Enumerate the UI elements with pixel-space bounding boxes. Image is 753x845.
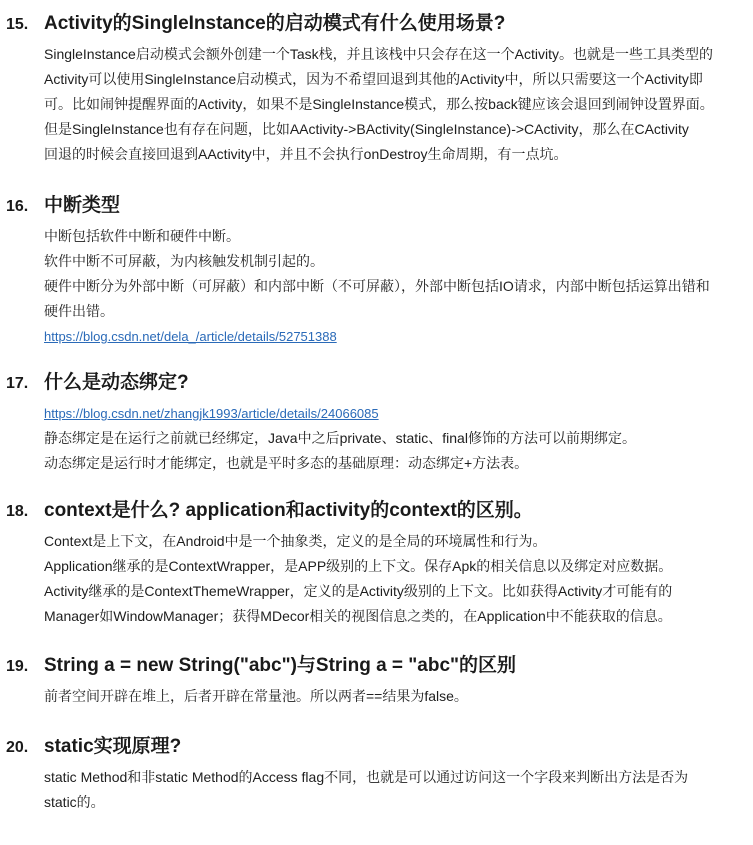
section-heading: [0, 192, 753, 222]
section-title: String a = new String("abc")与String a = "abc"的区别: [44, 655, 517, 676]
paragraph-line: Context是上下文，在Android中是一个抽象类，定义的是全局的环境属性和行为。: [44, 533, 547, 549]
section-number: 20.: [6, 739, 29, 756]
paragraph-line: Activity可以使用SingleInstance启动模式，因为不希望回退到其他的Activity中，所以只需要这一个Activity即: [44, 71, 703, 87]
section-number: 18.: [6, 503, 29, 520]
section-title: Activity的SingleInstance的启动模式有什么使用场景?: [44, 13, 506, 34]
section-19: [0, 652, 753, 709]
paragraph-line: Activity继承的是ContextThemeWrapper，定义的是Activity级别的上下文。比如获得Activity才可能有的: [44, 583, 673, 599]
section-heading: [0, 652, 753, 682]
paragraph-line: 前者空间开辟在堆上，后者开辟在常量池。所以两者==结果为false。: [44, 688, 468, 704]
paragraph-line: 硬件出错。: [44, 303, 114, 319]
section-16: [0, 192, 753, 349]
section-body: [44, 42, 753, 167]
paragraph-line: 中断包括软件中断和硬件中断。: [44, 228, 240, 244]
section-title: context是什么? application和activity的context的区别。: [44, 500, 533, 521]
section-number: 16.: [6, 198, 29, 215]
section-body: [44, 684, 753, 709]
section-body: [44, 529, 753, 629]
section-heading: [0, 733, 753, 763]
paragraph-line: 软件中断不可屏蔽，为内核触发机制引起的。: [44, 253, 324, 269]
section-body: [44, 765, 753, 815]
paragraph-line: 动态绑定是运行时才能绑定，也就是平时多态的基础原理：动态绑定+方法表。: [44, 455, 529, 471]
section-heading: [0, 369, 753, 399]
reference-link[interactable]: https://blog.csdn.net/zhangjk1993/article/details/24066085: [44, 406, 379, 421]
section-17: [0, 369, 753, 476]
reference-link[interactable]: https://blog.csdn.net/dela_/article/details/52751388: [44, 329, 337, 344]
paragraph-line: static Method和非static Method的Access flag不同，也就是可以通过访问这一个字段来判断出方法是否为: [44, 769, 689, 785]
section-title: static实现原理?: [44, 736, 182, 757]
section-title: 中断类型: [44, 195, 121, 216]
paragraph-line: Application继承的是ContextWrapper，是APP级别的上下文。保存Apk的相关信息以及绑定对应数据。: [44, 558, 673, 574]
paragraph-line: 但是SingleInstance也有存在问题，比如AActivity->BActivity(SingleInstance)->CActivity，那么在CActivity: [44, 121, 689, 137]
section-number: 19.: [6, 658, 29, 675]
paragraph-line: 静态绑定是在运行之前就已经绑定，Java中之后private、static、final修饰的方法可以前期绑定。: [44, 430, 636, 446]
paragraph-line: static的。: [44, 794, 105, 810]
paragraph-line: 可。比如闹钟提醒界面的Activity，如果不是SingleInstance模式，那么按back键应该会退回到闹钟设置界面。: [44, 96, 714, 112]
section-number: 15.: [6, 16, 29, 33]
paragraph-line: Manager如WindowManager；获得MDecor相关的视图信息之类的，在Application中不能获取的信息。: [44, 608, 672, 624]
section-20: [0, 733, 753, 815]
section-number: 17.: [6, 375, 29, 392]
section-body: [44, 401, 753, 476]
section-15: [0, 10, 753, 167]
section-heading: [0, 10, 753, 40]
section-body: [44, 224, 753, 349]
section-18: [0, 497, 753, 629]
paragraph-line: 回退的时候会直接回退到AActivity中，并且不会执行onDestroy生命周期，有一点坑。: [44, 146, 568, 162]
paragraph-line: SingleInstance启动模式会额外创建一个Task栈，并且该栈中只会存在这一个Activity。也就是一些工具类型的: [44, 46, 713, 62]
section-heading: [0, 497, 753, 527]
paragraph-line: 硬件中断分为外部中断（可屏蔽）和内部中断（不可屏蔽），外部中断包括IO请求，内部中断包括运算出错和: [44, 278, 710, 294]
section-title: 什么是动态绑定?: [44, 372, 189, 393]
